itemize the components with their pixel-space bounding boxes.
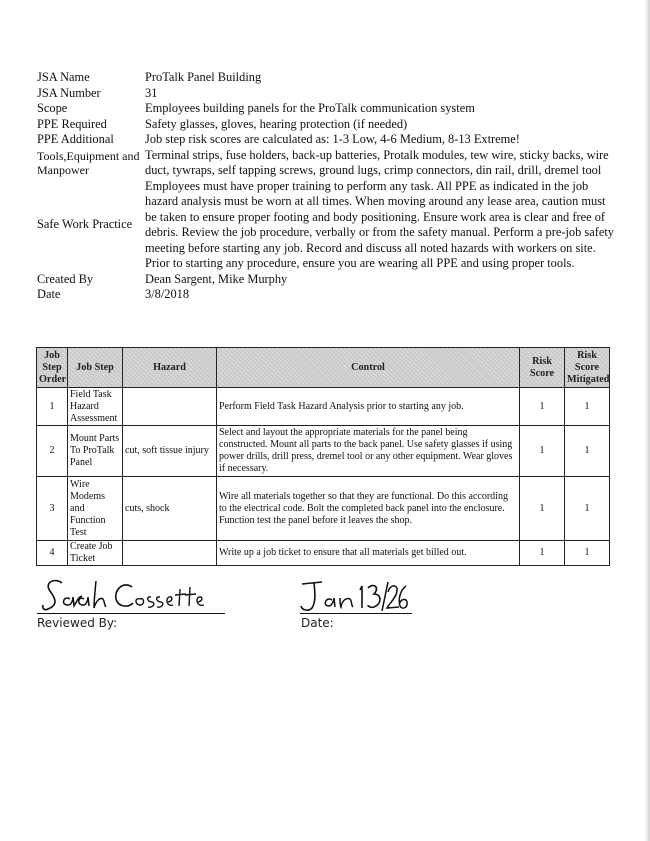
info-label: Created By (37, 271, 94, 286)
table-header-row (37, 348, 610, 388)
info-row-created-by (37, 272, 617, 288)
table-row (37, 388, 610, 426)
cell-mitigated: 1 (565, 541, 610, 566)
info-label: Safe Work Practice (37, 217, 133, 232)
cell-hazard: cut, soft tissue injury (123, 426, 217, 477)
info-row-jsa-number (37, 86, 617, 102)
cell-step: Create Job Ticket (68, 541, 123, 566)
info-row-scope (37, 101, 617, 117)
cell-control: Write up a job ticket to ensure that all materials get billed out. (217, 541, 520, 566)
info-row-date (37, 287, 617, 303)
header-step-order: Job Step Order (37, 348, 68, 388)
cell-control: Perform Field Task Hazard Analysis prior to starting any job. (217, 388, 520, 426)
cell-risk: 1 (520, 477, 565, 541)
info-row-safe-work-practice (37, 179, 617, 272)
job-steps-table (36, 347, 610, 566)
header-risk-score-mitigated: Risk Score Mitigated (565, 348, 610, 388)
info-row-jsa-name (37, 70, 617, 86)
info-value: Employees building panels for the ProTalk communication system (145, 101, 475, 115)
cell-risk: 1 (520, 541, 565, 566)
info-value: Job step risk scores are calculated as: 1-3 Low, 4-6 Medium, 8-13 Extreme! (145, 132, 520, 146)
info-label: Date (37, 287, 61, 301)
header-job-step: Job Step (68, 348, 123, 388)
table-row (37, 541, 610, 566)
cell-step: Field Task Hazard Assessment (68, 388, 123, 426)
cell-control: Wire all materials together so that they are functional. Do this according to the electrical code. Bolt the completed back panel into the enclosure. Function test the panel before it leaves the shop. (217, 477, 520, 541)
header-hazard: Hazard (123, 348, 217, 388)
cell-order: 2 (37, 426, 68, 477)
cell-order: 4 (37, 541, 68, 566)
cell-mitigated: 1 (565, 477, 610, 541)
info-value: ProTalk Panel Building (145, 70, 262, 84)
date-label: Date: (301, 616, 334, 630)
info-label: PPE Required (37, 116, 107, 131)
info-value: Employees must have proper training to perform any task. All PPE as indicated in the job hazard analysis must be worn at all times. When moving around any lease area, caution must be taken to ensure proper footing and body positioning. Ensure work area is clear and free of debris. Review the job procedure, verbally or from the safety manual. Perform a pre-job safety meeting before starting any job. Record and discuss all noted hazards with workers on site. Prior to starting any procedure, ensure you are wearing all PPE and using proper tools. (145, 178, 614, 270)
info-row-tools (37, 148, 617, 179)
cell-risk: 1 (520, 426, 565, 477)
info-value: Terminal strips, fuse holders, back-up batteries, Protalk modules, tew wire, sticky backs, wire duct, tywraps, self tapping screws, ground lugs, crimp connectors, din rail, drill, dremel tool (145, 147, 609, 177)
info-label: PPE Additional (37, 132, 114, 146)
info-label: Tools,Equipment and Manpower (37, 149, 140, 177)
cell-hazard (123, 388, 217, 426)
cell-mitigated: 1 (565, 388, 610, 426)
info-value: Dean Sargent, Mike Murphy (145, 271, 288, 286)
jsa-info-block (37, 70, 617, 303)
header-risk-score: Risk Score (520, 348, 565, 388)
table-row (37, 426, 610, 477)
cell-step: Mount Parts To ProTalk Panel (68, 426, 123, 477)
info-row-ppe-additional (37, 132, 617, 148)
cell-control: Select and layout the appropriate materials for the panel being constructed. Mount all parts to the back panel. Use safety glasses if using power drills, drill press, dremel tool or any other equipment. Wear gloves if necessary. (217, 426, 520, 477)
table-row (37, 477, 610, 541)
info-label: Scope (37, 101, 68, 115)
info-row-ppe-required (37, 117, 617, 133)
reviewer-signature-line (37, 613, 225, 614)
cell-step: Wire Modems and Function Test (68, 477, 123, 541)
date-signature-line (300, 613, 412, 614)
info-label: JSA Name (37, 70, 90, 84)
info-label: JSA Number (37, 85, 101, 100)
cell-order: 1 (37, 388, 68, 426)
cell-mitigated: 1 (565, 426, 610, 477)
reviewed-by-label: Reviewed By: (37, 616, 118, 630)
cell-order: 3 (37, 477, 68, 541)
info-value: 3/8/2018 (145, 287, 190, 301)
scan-edge (644, 0, 650, 841)
header-control: Control (217, 348, 520, 388)
cell-risk: 1 (520, 388, 565, 426)
info-value: Safety glasses, gloves, hearing protection (if needed) (145, 116, 408, 131)
cell-hazard: cuts, shock (123, 477, 217, 541)
cell-hazard (123, 541, 217, 566)
info-value: 31 (145, 85, 158, 100)
